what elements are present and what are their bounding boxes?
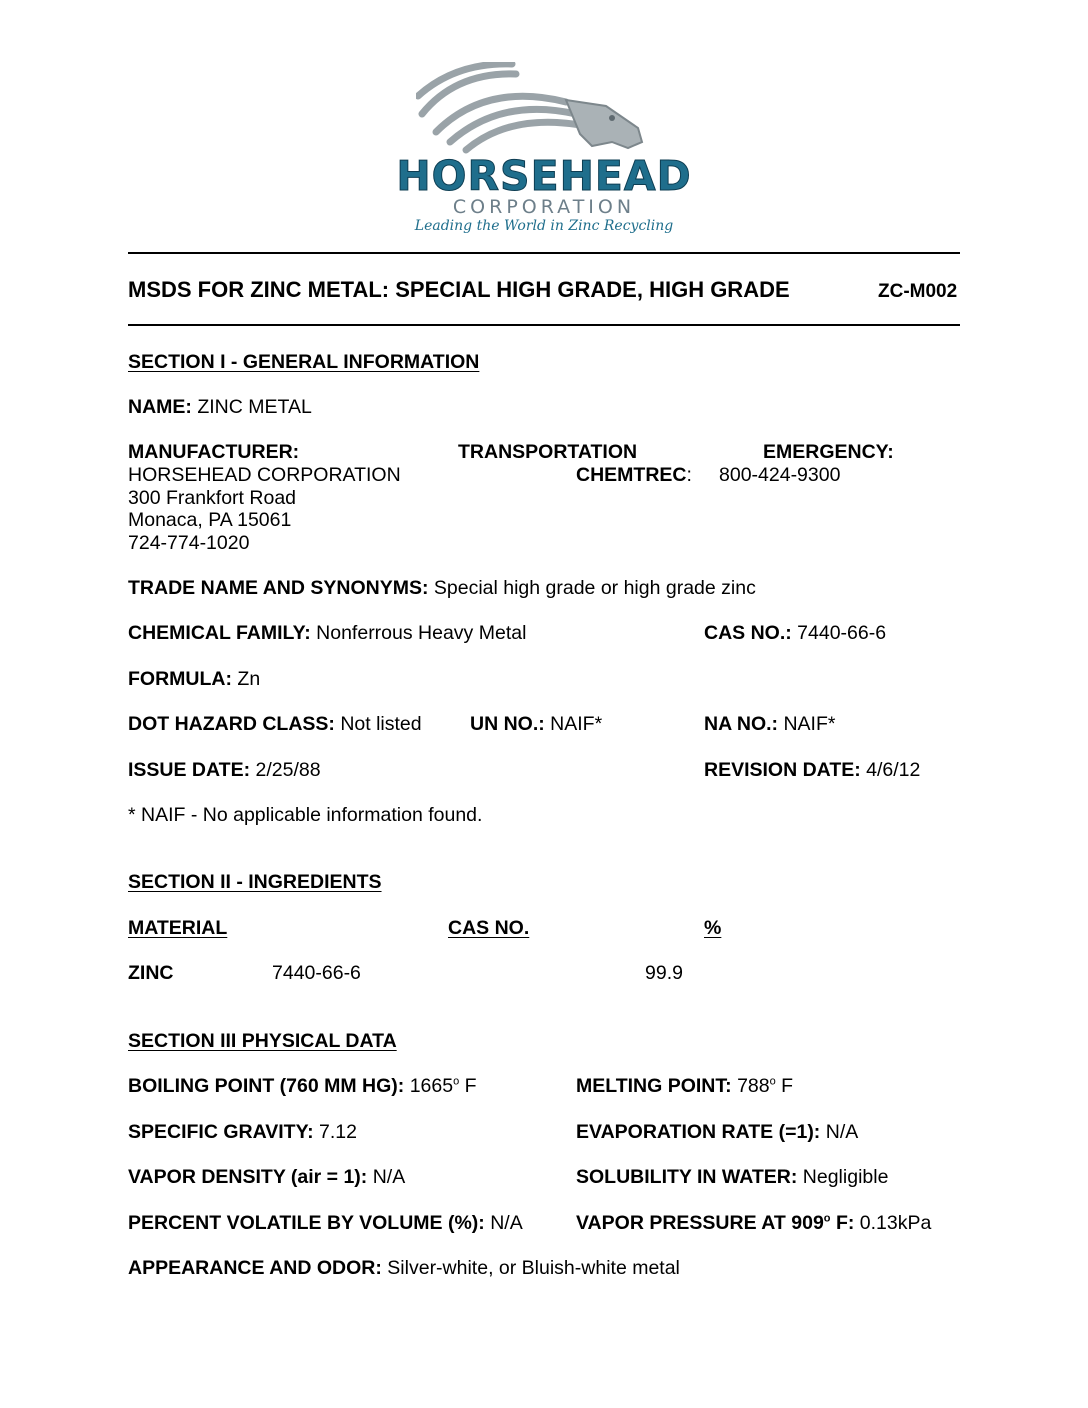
logo-tagline: Leading the World in Zinc Recycling [414,218,674,234]
address-line: HORSEHEAD CORPORATION [128,464,401,486]
logo-wordmark: HORSEHEAD [396,152,692,200]
na-label: NA NO.: [704,713,779,735]
revision-date-row [704,759,920,782]
manufacturer-label: MANUFACTURER: [128,441,300,463]
na-row [704,713,835,736]
solubility-label: SOLUBILITY IN WATER: [576,1166,798,1188]
degree-symbol: o [769,1075,776,1088]
horse-head-logo-icon [416,62,648,154]
logo-subword: CORPORATION [452,196,636,218]
appearance-row [128,1257,680,1280]
cas-row [704,622,886,645]
revision-date-value: 4/6/12 [866,759,921,781]
emergency-label: EMERGENCY: [763,441,894,463]
boiling-point-row [128,1075,477,1098]
document-title: MSDS FOR ZINC METAL: SPECIAL HIGH GRADE, HIGH GRADE [128,277,790,302]
degree-symbol: o [453,1075,460,1088]
name-row [128,396,312,419]
col-material-header: MATERIAL [128,917,228,939]
specific-gravity-label: SPECIFIC GRAVITY: [128,1121,314,1143]
solubility-row [576,1166,888,1189]
trade-name-row [128,577,756,600]
na-value: NAIF* [783,713,836,735]
vapor-density-row [128,1166,405,1189]
name-label: NAME: [128,396,192,418]
formula-row [128,668,260,691]
vapor-pressure-row [576,1212,931,1235]
document-code: ZC-M002 [878,281,958,302]
appearance-label: APPEARANCE AND ODOR: [128,1257,382,1279]
trade-name-value: Special high grade or high grade zinc [433,577,756,599]
chemtrec-label: CHEMTREC [576,464,687,486]
melting-point-label: MELTING POINT: [576,1075,732,1097]
formula-label: FORMULA: [128,668,232,690]
col-percent-header: % [704,917,722,939]
ingredient-material: ZINC [128,962,174,984]
header-divider [128,324,960,326]
percent-volatile-label: PERCENT VOLATILE BY VOLUME (%): [128,1212,485,1234]
evaporation-rate-value: N/A [825,1121,859,1143]
trade-name-label: TRADE NAME AND SYNONYMS: [128,577,429,599]
name-value: ZINC METAL [197,396,312,418]
chemtrec-colon: : [686,464,692,486]
solubility-value: Negligible [802,1166,889,1188]
un-row [470,713,602,736]
section-3-heading: SECTION III PHYSICAL DATA [128,1030,397,1052]
revision-date-label: REVISION DATE: [704,759,861,781]
un-label: UN NO.: [470,713,545,735]
cas-value: 7440-66-6 [797,622,887,644]
transportation-label: TRANSPORTATION [458,441,638,463]
vapor-pressure-value: 0.13kPa [859,1212,932,1234]
dot-row [128,713,422,736]
cas-label: CAS NO.: [704,622,792,644]
vapor-pressure-label: VAPOR PRESSURE AT 909$^o$ F: [576,1212,855,1234]
evaporation-rate-label: EVAPORATION RATE (=1): [576,1121,821,1143]
address-line: 724-774-1020 [128,532,250,554]
chemical-family-value: Nonferrous Heavy Metal [316,622,527,644]
ingredient-percent: 99.9 [645,962,683,984]
section-1-heading: SECTION I - GENERAL INFORMATION [128,351,480,373]
col-cas-header: CAS NO. [448,917,530,939]
address-line: Monaca, PA 15061 [128,509,292,531]
chemical-family-row [128,622,526,645]
chemtrec-phone: 800-424-9300 [719,464,841,486]
issue-date-value: 2/25/88 [255,759,321,781]
top-divider [128,252,960,254]
melting-point-value: 788$^o$ F [737,1075,794,1097]
dot-label: DOT HAZARD CLASS: [128,713,335,735]
dot-value: Not listed [340,713,422,735]
company-logo [386,62,702,238]
section-2-heading: SECTION II - INGREDIENTS [128,871,382,893]
naif-footnote: * NAIF - No applicable information found. [128,804,483,826]
vapor-density-value: N/A [372,1166,406,1188]
chemtrec-row [576,464,692,487]
evaporation-rate-row [576,1121,858,1144]
ingredient-cas: 7440-66-6 [272,962,361,984]
degree-symbol: o [823,1212,831,1225]
chemical-family-label: CHEMICAL FAMILY: [128,622,311,644]
percent-volatile-value: N/A [490,1212,523,1234]
address-line: 300 Frankfort Road [128,487,297,509]
specific-gravity-value: 7.12 [319,1121,357,1143]
appearance-value: Silver-white, or Bluish-white metal [387,1257,680,1279]
issue-date-label: ISSUE DATE: [128,759,251,781]
boiling-point-value: 1665$^o$ F [409,1075,477,1097]
issue-date-row [128,759,321,782]
un-value: NAIF* [550,713,603,735]
percent-volatile-row [128,1212,523,1235]
melting-point-row [576,1075,793,1098]
vapor-density-label: VAPOR DENSITY (air = 1): [128,1166,368,1188]
specific-gravity-row [128,1121,357,1144]
boiling-point-label: BOILING POINT (760 MM HG): [128,1075,405,1097]
formula-value: Zn [237,668,261,690]
